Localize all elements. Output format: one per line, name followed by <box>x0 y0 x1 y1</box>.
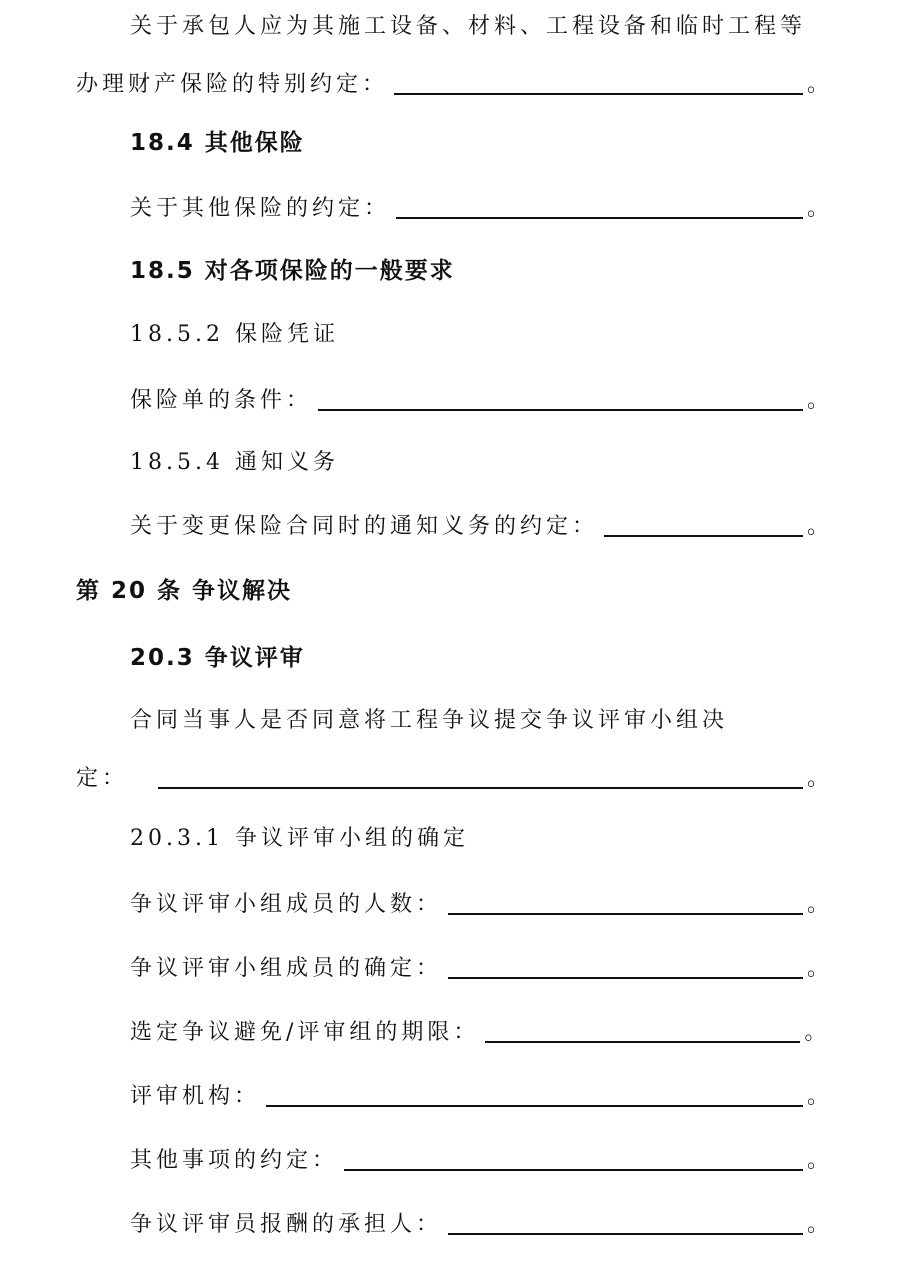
subheading-text: 18.5.4 通知义务 <box>130 449 339 475</box>
selection-deadline-field <box>0 1010 899 1050</box>
property-insurance-field <box>0 62 899 102</box>
field-label: 保险单的条件： <box>130 387 313 413</box>
reviewer-fee-payer-field <box>0 1202 899 1242</box>
period: 。 <box>806 1147 829 1173</box>
fill-blank[interactable] <box>448 1209 803 1235</box>
period: 。 <box>806 765 829 791</box>
paragraph-property-insurance-line1 <box>0 4 899 44</box>
subheading-text: 18.5.2 保险凭证 <box>130 321 339 347</box>
field-label: 定： <box>76 765 129 791</box>
fill-blank[interactable] <box>158 763 803 789</box>
field-label: 评审机构： <box>130 1083 261 1109</box>
fill-blank[interactable] <box>318 385 803 411</box>
field-label: 选定争议避免/评审组的期限： <box>130 1019 480 1045</box>
period: 。 <box>804 1019 827 1045</box>
policy-conditions-field <box>0 378 899 418</box>
heading-text: 第 20 条 争议解决 <box>76 577 293 604</box>
notice-obligation-field <box>0 504 899 544</box>
member-count-field <box>0 882 899 922</box>
heading-20-3 <box>0 635 899 675</box>
heading-18-5-4 <box>0 440 899 480</box>
heading-20-3-1 <box>0 816 899 856</box>
fill-blank[interactable] <box>604 511 803 537</box>
period: 。 <box>806 955 829 981</box>
heading-18-4 <box>0 120 899 160</box>
other-matters-field <box>0 1138 899 1178</box>
field-label: 争议评审员报酬的承担人： <box>130 1211 443 1237</box>
period: 。 <box>806 513 829 539</box>
period: 。 <box>806 1083 829 1109</box>
fill-blank[interactable] <box>448 953 803 979</box>
heading-article-20 <box>0 568 899 608</box>
fill-blank[interactable] <box>344 1145 803 1171</box>
field-label: 关于变更保险合同时的通知义务的约定： <box>130 513 599 539</box>
field-label: 其他事项的约定： <box>130 1147 339 1173</box>
field-label: 办理财产保险的特别约定： <box>76 71 389 97</box>
heading-18-5 <box>0 248 899 288</box>
field-label: 争议评审小组成员的人数： <box>130 891 443 917</box>
heading-18-5-2 <box>0 312 899 352</box>
period: 。 <box>806 387 829 413</box>
review-institution-field <box>0 1074 899 1114</box>
subheading-text: 20.3.1 争议评审小组的确定 <box>130 825 469 851</box>
period: 。 <box>806 891 829 917</box>
fill-blank[interactable] <box>396 193 803 219</box>
period: 。 <box>806 71 829 97</box>
fill-blank[interactable] <box>448 889 803 915</box>
other-insurance-field <box>0 186 899 226</box>
text: 合同当事人是否同意将工程争议提交争议评审小组决 <box>130 707 729 733</box>
paragraph-dispute-review-line1 <box>0 698 899 738</box>
dispute-review-decision-field <box>0 756 899 796</box>
heading-text: 18.5 对各项保险的一般要求 <box>130 257 455 284</box>
heading-text: 18.4 其他保险 <box>130 129 305 156</box>
text: 关于承包人应为其施工设备、材料、工程设备和临时工程等 <box>130 13 807 39</box>
fill-blank[interactable] <box>485 1017 800 1043</box>
heading-text: 20.3 争议评审 <box>130 644 305 671</box>
period: 。 <box>806 195 829 221</box>
period: 。 <box>806 1211 829 1237</box>
field-label: 争议评审小组成员的确定： <box>130 955 443 981</box>
fill-blank[interactable] <box>266 1081 803 1107</box>
member-selection-field <box>0 946 899 986</box>
fill-blank[interactable] <box>394 69 803 95</box>
field-label: 关于其他保险的约定： <box>130 195 391 221</box>
